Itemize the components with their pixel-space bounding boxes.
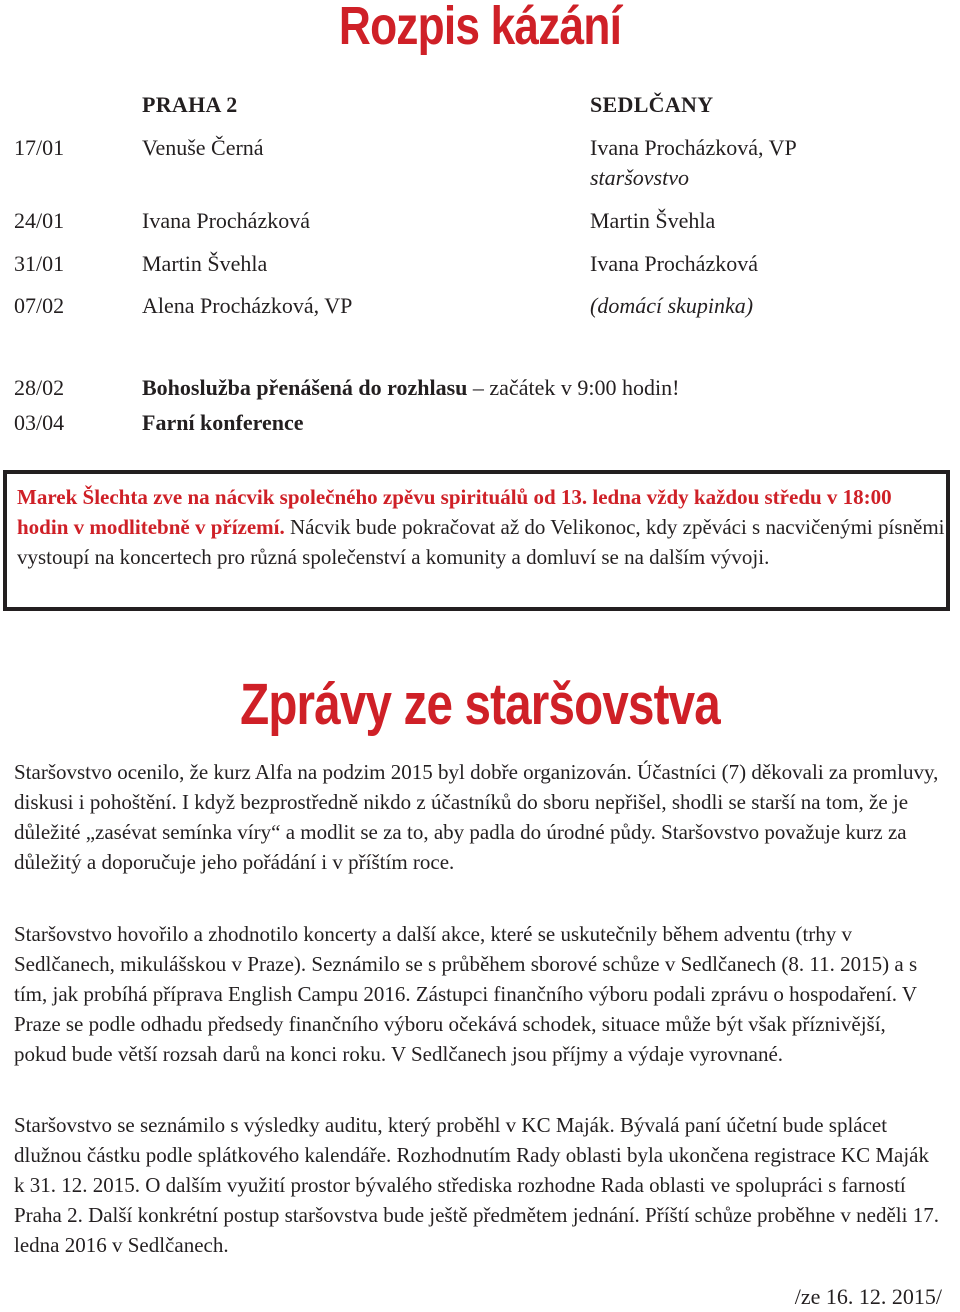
column-header-praha: PRAHA 2 <box>142 92 238 117</box>
row-date: 17/01 <box>14 135 65 160</box>
event-line: Bohoslužba přenášená do rozhlasu – začátek v 9:00 hodin! <box>142 375 680 400</box>
event-title: Farní konference <box>142 410 304 435</box>
row-sedlcany-preacher: Ivana Procházková <box>590 251 758 276</box>
row-date: 24/01 <box>14 208 65 233</box>
row-sedlcany-note: staršovstvo <box>590 165 689 190</box>
notice-box <box>3 470 950 611</box>
row-sedlcany-preacher: Martin Švehla <box>590 208 716 233</box>
section-title: Zprávy ze staršovstva <box>240 672 720 737</box>
event-note: začátek v 9:00 hodin! <box>489 375 680 400</box>
row-praha-preacher: Martin Švehla <box>142 251 268 276</box>
row-praha-preacher: Venuše Černá <box>142 135 264 160</box>
row-praha-preacher: Ivana Procházková <box>142 208 310 233</box>
row-praha-preacher: Alena Procházková, VP <box>142 293 353 318</box>
event-date: 28/02 <box>14 375 65 400</box>
paragraph: Staršovstvo ocenilo, že kurz Alfa na podzim 2015 byl dobře organizován. Účastníci (7) děkovali za promluvy, diskusi i pohoštění. I když bezprostředně nikdo z účastníků do sboru nepřišel, shodli se starší na tom, že je důležité „zasévat semínka víry“ a modlit se za to, aby padla do úrodné půdy. Staršovstvo považuje kurz za důležitý a doporučuje jeho pořádání i v příštím roce. <box>14 760 939 874</box>
event-date: 03/04 <box>14 410 65 435</box>
paragraph: Staršovstvo se seznámilo s výsledky auditu, který proběhl v KC Maják. Bývalá paní účetní bude splácet dlužnou částku podle splátkového kalendáře. Rozhodnutím Rady oblasti byla ukončena registrace KC Maják k 31. 12. 2015. O dalším využití prostor bývalého střediska rozhodne Rada oblasti ve spolupráci s farností Praha 2. Další konkrétní postup staršovstva bude ještě předmětem jednání. Příští schůze proběhne v neděli 17. ledna 2016 v Sedlčanech. <box>14 1113 939 1257</box>
notice-highlight: Marek Šlechta zve na nácvik společného zpěvu spirituálů od 13. ledna vždy každou středu v 18:00 hodin v modlitebně v přízemí. <box>17 485 892 539</box>
row-date: 07/02 <box>14 293 65 318</box>
row-sedlcany-preacher: Ivana Procházková, VP <box>590 135 797 160</box>
page-title: Rozpis kázání <box>338 0 622 56</box>
row-sedlcany-preacher: (domácí skupinka) <box>590 293 754 318</box>
signature-date: /ze 16. 12. 2015/ <box>794 1284 942 1309</box>
row-date: 31/01 <box>14 251 65 276</box>
event-title: Bohoslužba přenášená do rozhlasu <box>142 375 468 400</box>
paragraph: Staršovstvo hovořilo a zhodnotilo koncerty a další akce, které se uskutečnily během adventu (trhy v Sedlčanech, mikulášskou v Praze). Seznámilo se s průběhem sborové schůze v Sedlčanech (8. 11. 2015) a s tím, jak probíhá příprava English Campu 2016. Zástupci finančního výboru podali zprávu o hospodaření. V Praze se podle odhadu předsedy finančního výboru očekává schodek, situace může být však příznivější, pokud bude větší rozsah darů na konci roku. V Sedlčanech jsou příjmy a výdaje vyrovnané. <box>14 922 918 1066</box>
notice-text <box>17 482 947 572</box>
column-header-sedlcany: SEDLČANY <box>590 92 714 117</box>
notice-body: Nácvik bude pokračovat až do Velikonoc, kdy zpěváci s nacvičenými písněmi vystoupí na koncertech pro různá společenství a komunity a domluví se na dalším vývoji. <box>17 515 945 569</box>
